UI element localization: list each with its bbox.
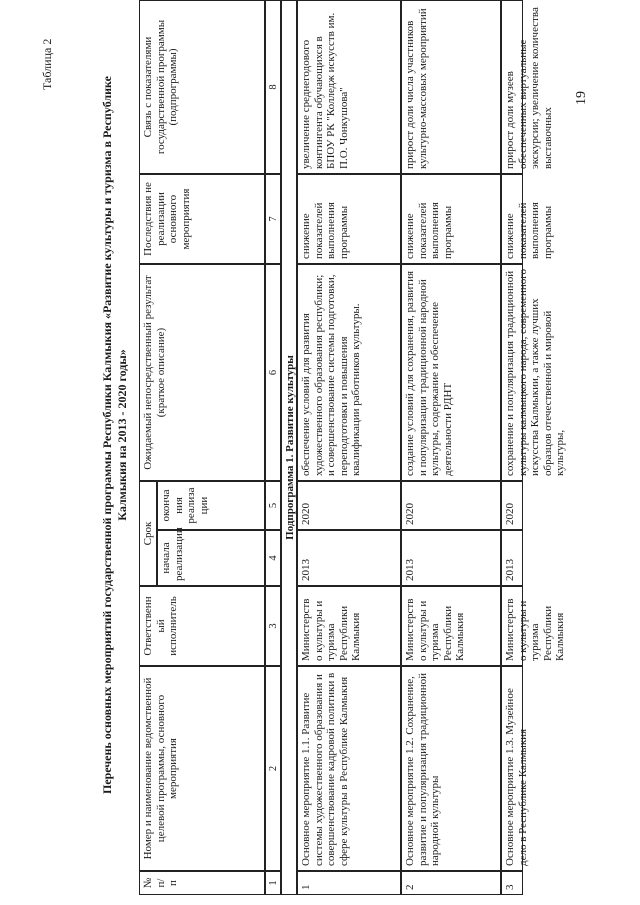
row-3-executor: Министерств о культуры и туризма Республики Калмыкия [501, 586, 523, 666]
row-2-start: 2013 [401, 530, 501, 586]
row-3-end: 2020 [501, 481, 523, 530]
header-consequences: Последствия не реализации основного мероприятия [139, 174, 265, 264]
row-1-name: Основное мероприятие 1.1. Развитие системы художественного образования и совершенствование кадровой политики в сфере культуры в Республике Калмыкия [297, 666, 401, 871]
page-number: 19 [574, 91, 589, 105]
row-1-executor: Министерств о культуры и туризма Республики Калмыкия [297, 586, 401, 666]
header-end: оконча ния реализа ции [157, 481, 265, 530]
header-result: Ожидаемый непосредственный результат (краткое описание) [139, 264, 265, 481]
header-start: начала реализации [157, 530, 265, 586]
row-3-consequences: снижение показателей выполнения программы [501, 174, 523, 264]
header-executor: Ответственн ый исполнитель [139, 586, 265, 666]
row-2-name: Основное мероприятие 1.2. Сохранение, развитие и популяризация традиционной народной культуры [401, 666, 501, 871]
row-2-executor: Министерств о культуры и туризма Республики Калмыкия [401, 586, 501, 666]
row-1-result: обеспечение условий для развития художественного образования республики; и совершенствование системы подготовки, переподготовки и повышения квалификации работников культуры. [297, 264, 401, 481]
row-3-start: 2013 [501, 530, 523, 586]
header-term: Срок [139, 481, 157, 586]
document-title: Перечень основных мероприятий государственной программы Республики Калмыкия «Развитие культуры и туризма в Республике Калмыкия на 2013 - 2020 годы» [100, 76, 129, 794]
row-2-result: создание условий для сохранения, развития и популяризации традиционной народной культуры, содержание и обеспечение деятельности РДНТ [401, 264, 501, 481]
column-number: 3 [265, 586, 281, 666]
measures-table [140, 0, 566, 894]
column-number: 2 [265, 666, 281, 871]
column-number: 8 [265, 0, 281, 174]
row-1-start: 2013 [297, 530, 401, 586]
header-num: № п/п [139, 871, 265, 895]
row-3-link: прирост доли музеев обеспеченных виртуальные экскурсии; увеличение количества выставочных [501, 0, 523, 174]
row-2-num: 2 [401, 871, 501, 895]
row-1-consequences: снижение показателей выполнения программы [297, 174, 401, 264]
row-3-num: 3 [501, 871, 523, 895]
header-link: Связь с показателями государственной программы (подпрограммы) [139, 0, 265, 174]
column-number: 7 [265, 174, 281, 264]
row-2-link: прирост доли числа участников культурно-массовых мероприятий [401, 0, 501, 174]
row-1-link: увеличение среднегодового контингента обучающихся в БПОУ РК "Колледж искусств им. П.О. Чонкушова" [297, 0, 401, 174]
row-2-end: 2020 [401, 481, 501, 530]
column-number: 1 [265, 871, 281, 895]
section-title: Подпрограмма 1. Развитие культуры [281, 0, 297, 895]
column-number: 6 [265, 264, 281, 481]
column-number: 5 [265, 481, 281, 530]
header-name: Номер и наименование ведомственной целевой программы, основного мероприятия [139, 666, 265, 871]
row-1-num: 1 [297, 871, 401, 895]
row-3-result: сохранение и популяризация традиционной культуры калмыцкого народа, современного искусства Калмыкии, а также лучших образцов отечественной и мировой культуры, [501, 264, 523, 481]
row-2-consequences: снижение показателей выполнения программы [401, 174, 501, 264]
row-3-name: Основное мероприятие 1.3. Музейное дело в Республике Калмыкия [501, 666, 523, 871]
row-1-end: 2020 [297, 481, 401, 530]
table-label: Таблица 2 [40, 38, 54, 90]
column-number: 4 [265, 530, 281, 586]
